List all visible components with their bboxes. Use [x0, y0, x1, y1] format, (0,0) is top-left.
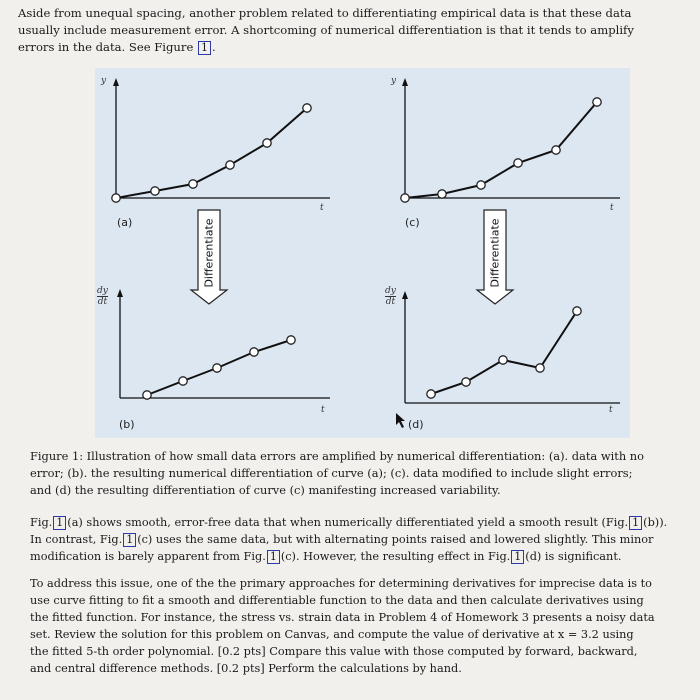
intro-line-1: Aside from unequal spacing, another problem related to differentiating empirical data is that these data: [18, 6, 632, 20]
panel-a-point: [226, 161, 234, 169]
panel-c-label: (c): [405, 216, 420, 229]
panel-a-x-label: t: [320, 203, 324, 213]
panel-c-point: [438, 190, 446, 198]
differentiate-label-left: Differentiate: [202, 218, 216, 288]
para2-line-1: To address this issue, one of the the primary approaches for determining derivatives for imprecise data is to: [30, 577, 652, 590]
para2-line-2: use curve fitting to fit a smooth and differentiable function to the data and then calculate derivatives using: [30, 594, 644, 607]
figure-canvas: [95, 68, 630, 438]
panel-b-x-label: t: [321, 405, 325, 415]
panel-a-point: [151, 187, 159, 195]
para1-line-2: In contrast, Fig. 1 (c) uses the same data, but with alternating points raised and lowered slightly. This minor: [30, 533, 654, 546]
paragraph-1: [30, 514, 690, 565]
intro-paragraph: [18, 5, 698, 56]
panel-a-label: (a): [117, 216, 133, 229]
panel-d-point: [499, 356, 507, 364]
panel-c-point: [552, 146, 560, 154]
panel-a-point: [303, 104, 311, 112]
panel-d-y-label: dy dt: [385, 286, 396, 307]
figure-ref-link[interactable]: 1: [123, 533, 136, 547]
panel-d-x-label: t: [609, 405, 613, 415]
figure-ref-link[interactable]: 1: [198, 41, 211, 55]
para1-line-1: Fig. 1 (a) shows smooth, error-free data that when numerically differentiated yield a smooth result (Fig. 1 (b)).: [30, 516, 668, 529]
panel-b-point: [250, 348, 258, 356]
panel-b-label: (b): [119, 418, 135, 431]
panel-d-point: [427, 390, 435, 398]
paragraph-2: [30, 575, 690, 677]
panel-c-point: [593, 98, 601, 106]
panel-d-point: [536, 364, 544, 372]
panel-b-point: [143, 391, 151, 399]
intro-line-2: usually include measurement error. A shortcoming of numerical differentiation is that it tends to amplify: [18, 23, 634, 37]
differentiate-label-right: Differentiate: [488, 218, 502, 288]
panel-c-x-label: t: [610, 203, 614, 213]
figure-background: [95, 68, 630, 438]
panel-c-point: [514, 159, 522, 167]
panel-b-point: [287, 336, 295, 344]
panel-a-point: [189, 180, 197, 188]
panel-a-y-label: y: [101, 76, 107, 86]
figure-ref-link[interactable]: 1: [53, 516, 66, 530]
caption-line-3: and (d) the resulting differentiation of curve (c) manifesting increased variability.: [30, 483, 501, 497]
panel-a-point: [263, 139, 271, 147]
figure-ref-link[interactable]: 1: [267, 550, 280, 564]
para2-line-5: the fitted 5-th order polynomial. [0.2 pts] Compare this value with those computed by forward, backward,: [30, 645, 638, 658]
figure-ref-link[interactable]: 1: [511, 550, 524, 564]
intro-line-3: errors in the data. See Figure 1 .: [18, 40, 216, 54]
panel-c-point: [477, 181, 485, 189]
panel-b-point: [179, 377, 187, 385]
panel-b-y-label: dy dt: [97, 286, 108, 307]
panel-c-y-label: y: [391, 76, 397, 86]
panel-d-point: [462, 378, 470, 386]
caption-line-2: error; (b). the resulting numerical differentiation of curve (a); (c). data modified to include slight errors;: [30, 466, 633, 480]
figure-ref-link[interactable]: 1: [629, 516, 642, 530]
panel-d-label: (d): [408, 418, 424, 431]
para2-line-6: and central difference methods. [0.2 pts] Perform the calculations by hand.: [30, 662, 462, 675]
panel-d-point: [573, 307, 581, 315]
panel-c-point: [401, 194, 409, 202]
para1-line-3: modification is barely apparent from Fig. 1 (c). However, the resulting effect in Fig. 1 (d) is significant.: [30, 550, 622, 563]
panel-b-point: [213, 364, 221, 372]
figure-caption: [30, 448, 690, 499]
para2-line-3: the fitted function. For instance, the stress vs. strain data in Problem 4 of Homework 3 presents a noisy data: [30, 611, 655, 624]
caption-line-1: Figure 1: Illustration of how small data errors are amplified by numerical differentiation: (a). data with no: [30, 449, 644, 463]
figure-1: [95, 68, 630, 438]
para2-line-4: set. Review the solution for this problem on Canvas, and compute the value of derivative at x = 3.2 using: [30, 628, 634, 641]
panel-a-point: [112, 194, 120, 202]
